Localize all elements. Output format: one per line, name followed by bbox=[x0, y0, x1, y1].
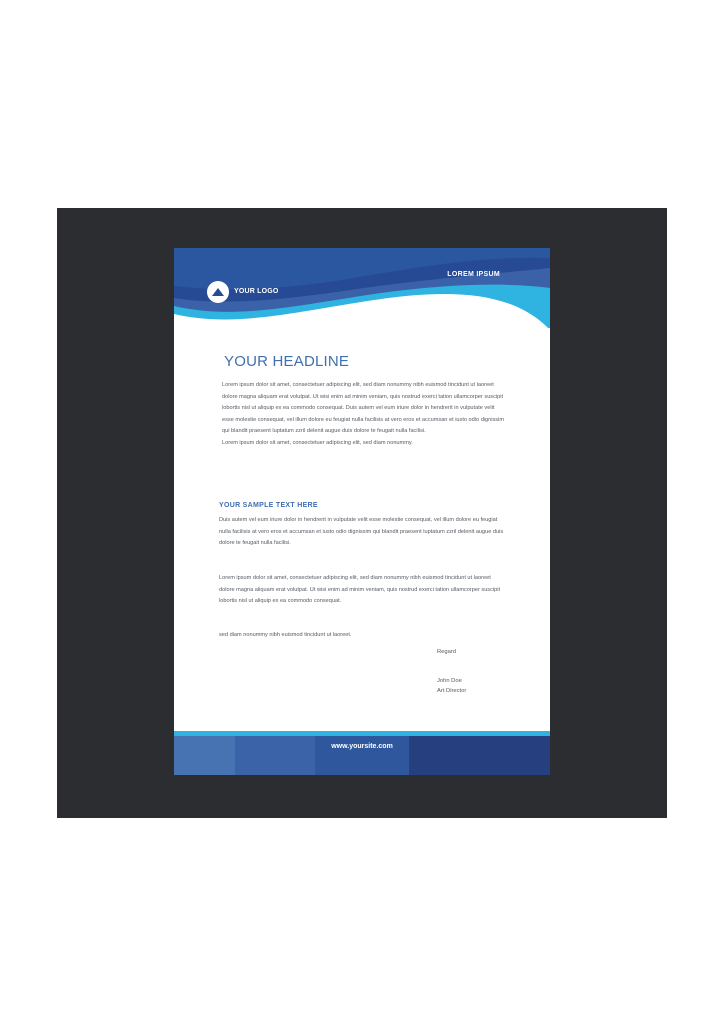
footer-url: www.yoursite.com bbox=[331, 743, 393, 750]
headline: YOUR HEADLINE bbox=[224, 353, 350, 370]
body-paragraph-1 bbox=[222, 380, 504, 450]
body-paragraph-2: Duis autem vel eum iriure dolor in hendrerit in vulputate velit esse molestie consequat, vel illum dolore eu feugiat nulla facilisis at vero eros et accumsan et iusto odio dignissim qui blandit praesent luptatum zzril delenit augue duis dolore te feugait nulla facilisi. bbox=[219, 517, 504, 547]
signature-title: Art Director bbox=[437, 688, 467, 694]
body-paragraph-4: sed diam nonummy nibh euismod tincidunt ut laoreet. bbox=[219, 632, 352, 638]
signature-name: John Doe bbox=[437, 678, 462, 684]
letterhead-page bbox=[174, 248, 550, 775]
header-title: LOREM IPSUM bbox=[447, 271, 500, 278]
header-wave bbox=[174, 248, 550, 328]
logo-text: YOUR LOGO bbox=[234, 288, 279, 295]
subheading: YOUR SAMPLE TEXT HERE bbox=[219, 502, 318, 509]
body-paragraph-3: Lorem ipsum dolor sit amet, consectetuer adipiscing elit, sed diam nonummy nibh euismod tincidunt ut laoreet dolore magna aliquam erat volutpat. Ut wisi enim ad minim veniam, quis nostrud exerci tation ullamcorper suscipit lobortis nisl ut aliquip ex ea commodo consequat. bbox=[219, 575, 501, 605]
footer-block-4 bbox=[409, 736, 550, 775]
paragraph-1-tail: Lorem ipsum dolor sit amet, consectetuer adipiscing elit, sed diam nonummy. bbox=[222, 439, 413, 446]
footer-bar bbox=[174, 736, 550, 775]
paragraph-1-text: Lorem ipsum dolor sit amet, consectetuer adipiscing elit, sed diam nonummy nibh euismod tincidunt ut laoreet dolore magna aliquam erat volutpat. Ut wisi enim ad minim veniam, quis nostrud exerci tation ullamcorper suscipit lobortis nisl ut aliquip ex ea commodo consequat. Duis autem vel eum iriure dolor in hendrerit in vulputate velit esse molestie consequat, vel illum dolore eu feugiat nulla facilisis at vero eros et accumsan et iusto odio dignissim qui blandit praesent luptatum zzril delenit augue duis dolore te feugait nulla facilisi. bbox=[222, 382, 505, 435]
closing-regard: Regard bbox=[437, 649, 457, 655]
footer-block-2 bbox=[235, 736, 315, 775]
mountain-logo-icon bbox=[207, 281, 229, 303]
footer-block-1 bbox=[174, 736, 235, 775]
